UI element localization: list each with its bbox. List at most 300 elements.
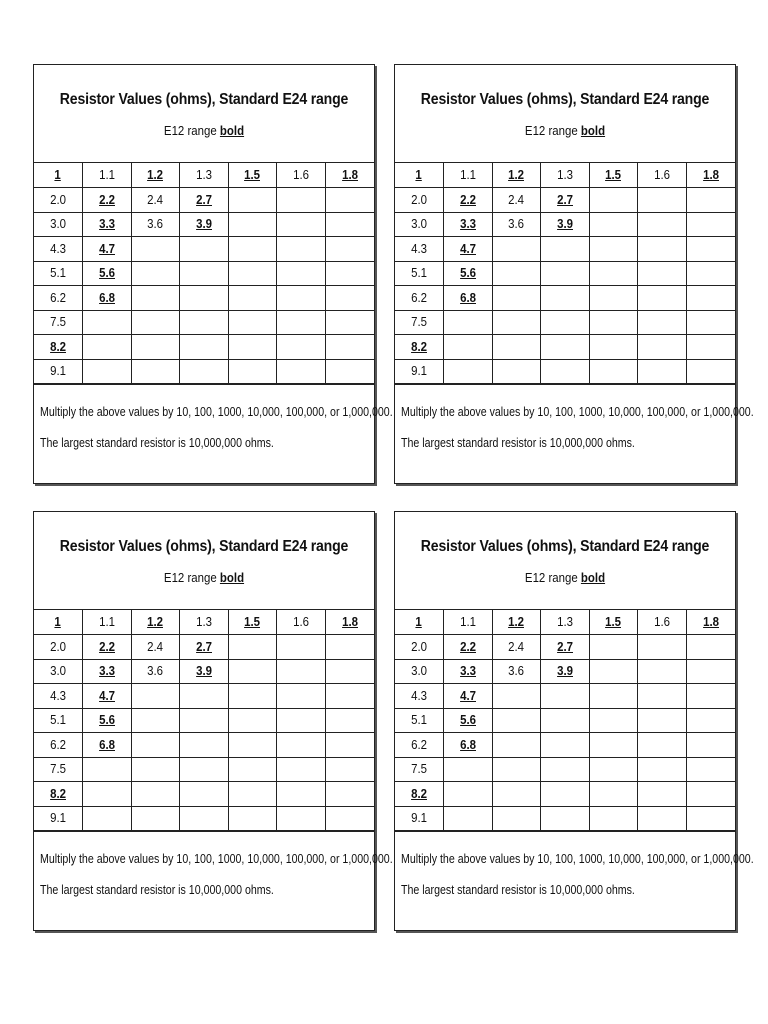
empty-cell (228, 708, 277, 733)
value-cell (131, 635, 180, 660)
resistor-value-table (34, 163, 374, 384)
card-header (395, 512, 735, 610)
empty-cell (638, 782, 687, 807)
empty-cell (83, 806, 132, 831)
cell-value: 1.1 (98, 614, 115, 629)
cell-value: 6.2 (411, 289, 427, 305)
empty-cell (541, 335, 590, 360)
empty-cell (228, 684, 277, 709)
cell-value: 1.5 (244, 614, 261, 629)
cell-value: 1.8 (341, 614, 358, 629)
subtitle-bold-word: bold (580, 123, 606, 138)
cell-value: 8.2 (50, 785, 66, 801)
cell-value: 3.0 (50, 663, 66, 679)
value-cell (34, 310, 83, 335)
value-cell (589, 163, 638, 188)
value-cell (541, 635, 590, 660)
empty-cell (492, 684, 541, 709)
cell-value: 3.6 (508, 663, 525, 679)
cell-value: 5.6 (459, 712, 476, 728)
cell-value: 1 (415, 614, 423, 629)
empty-cell (131, 261, 180, 286)
table-row (395, 359, 735, 384)
empty-cell (228, 212, 277, 237)
empty-cell (228, 659, 277, 684)
empty-cell (277, 757, 326, 782)
cell-value: 1.6 (293, 614, 310, 629)
subtitle-bold-word: bold (219, 123, 245, 138)
empty-cell (131, 806, 180, 831)
empty-cell (228, 359, 277, 384)
cell-value: 4.3 (50, 687, 66, 703)
cell-value: 7.5 (50, 314, 66, 330)
cell-value: 8.2 (411, 785, 427, 801)
empty-cell (228, 286, 277, 311)
empty-cell (686, 261, 735, 286)
value-cell (34, 635, 83, 660)
empty-cell (541, 310, 590, 335)
empty-cell (325, 286, 374, 311)
cell-value: 4.3 (50, 240, 66, 256)
empty-cell (638, 733, 687, 758)
cell-value: 1.3 (196, 614, 212, 629)
card-title: Resistor Values (ohms), Standard E24 range (420, 538, 710, 555)
cell-value: 3.9 (196, 663, 212, 679)
empty-cell (492, 806, 541, 831)
cell-value: 2.4 (147, 191, 164, 207)
value-cell (444, 261, 493, 286)
value-cell (83, 286, 132, 311)
table-row (395, 610, 735, 635)
table-row (395, 635, 735, 660)
empty-cell (444, 359, 493, 384)
value-cell (180, 610, 229, 635)
cell-value: 5.6 (98, 712, 115, 728)
empty-cell (228, 310, 277, 335)
card-footer (395, 831, 754, 897)
empty-cell (638, 659, 687, 684)
empty-cell (444, 310, 493, 335)
empty-cell (444, 806, 493, 831)
subtitle-text: E12 range (163, 570, 217, 585)
cell-value: 1.1 (459, 167, 476, 182)
cell-value: 1.2 (508, 167, 525, 182)
empty-cell (589, 335, 638, 360)
empty-cell (180, 335, 229, 360)
cell-value: 5.1 (50, 265, 66, 281)
empty-cell (638, 286, 687, 311)
value-cell (325, 163, 374, 188)
empty-cell (492, 708, 541, 733)
value-cell (444, 635, 493, 660)
cell-value: 3.3 (98, 663, 115, 679)
table-row (395, 708, 735, 733)
value-cell (34, 684, 83, 709)
table-row (395, 310, 735, 335)
value-cell (34, 188, 83, 213)
empty-cell (180, 806, 229, 831)
value-cell (83, 163, 132, 188)
empty-cell (589, 733, 638, 758)
cell-value: 9.1 (411, 363, 427, 379)
empty-cell (228, 261, 277, 286)
empty-cell (228, 806, 277, 831)
empty-cell (541, 806, 590, 831)
empty-cell (180, 286, 229, 311)
empty-cell (325, 708, 374, 733)
value-cell (395, 335, 444, 360)
empty-cell (180, 782, 229, 807)
value-cell (492, 659, 541, 684)
value-cell (131, 188, 180, 213)
empty-cell (277, 733, 326, 758)
empty-cell (541, 237, 590, 262)
empty-cell (589, 310, 638, 335)
cell-value: 2.2 (98, 191, 115, 207)
subtitle-text: E12 range (163, 123, 217, 138)
value-cell (83, 237, 132, 262)
value-cell (228, 610, 277, 635)
table-row (34, 806, 374, 831)
value-cell (638, 610, 687, 635)
value-cell (83, 733, 132, 758)
table-row (34, 610, 374, 635)
value-cell (492, 163, 541, 188)
empty-cell (686, 212, 735, 237)
footer-largest-note: The largest standard resistor is 10,000,000 ohms. (40, 436, 274, 450)
cell-value: 1.3 (196, 167, 212, 182)
value-cell (131, 163, 180, 188)
value-cell (83, 188, 132, 213)
value-cell (395, 261, 444, 286)
empty-cell (589, 212, 638, 237)
empty-cell (492, 359, 541, 384)
cell-value: 1.5 (244, 167, 261, 182)
empty-cell (131, 757, 180, 782)
value-cell (444, 659, 493, 684)
value-cell (395, 212, 444, 237)
value-cell (395, 782, 444, 807)
empty-cell (83, 310, 132, 335)
value-cell (589, 610, 638, 635)
empty-cell (180, 310, 229, 335)
empty-cell (638, 335, 687, 360)
table-row (395, 659, 735, 684)
empty-cell (131, 310, 180, 335)
cell-value: 2.7 (557, 191, 573, 207)
empty-cell (180, 359, 229, 384)
card-subtitle (415, 123, 714, 138)
cell-value: 2.4 (508, 191, 525, 207)
cell-value: 1.5 (605, 167, 622, 182)
value-cell (34, 782, 83, 807)
value-cell (34, 806, 83, 831)
value-cell (131, 610, 180, 635)
empty-cell (541, 708, 590, 733)
empty-cell (686, 335, 735, 360)
cell-value: 3.6 (147, 663, 164, 679)
card-header (395, 65, 735, 163)
value-cell (444, 188, 493, 213)
empty-cell (131, 708, 180, 733)
empty-cell (686, 359, 735, 384)
cell-value: 3.3 (98, 216, 115, 232)
value-cell (325, 610, 374, 635)
table-row (395, 757, 735, 782)
resistor-card (394, 64, 754, 484)
value-cell (541, 659, 590, 684)
subtitle-text: E12 range (524, 570, 578, 585)
empty-cell (277, 635, 326, 660)
empty-cell (492, 782, 541, 807)
cell-value: 6.2 (50, 289, 66, 305)
empty-cell (589, 359, 638, 384)
cell-value: 8.2 (411, 338, 427, 354)
empty-cell (638, 188, 687, 213)
resistor-value-table (34, 610, 374, 831)
table-row (34, 359, 374, 384)
footer-multiply-note: Multiply the above values by 10, 100, 1000, 10,000, 100,000, or 1,000,000. (40, 405, 393, 419)
resistor-value-table (395, 163, 735, 384)
cell-value: 4.3 (411, 687, 427, 703)
table-row (34, 635, 374, 660)
empty-cell (541, 684, 590, 709)
empty-cell (325, 733, 374, 758)
table-row (34, 708, 374, 733)
value-cell (686, 610, 735, 635)
value-cell (444, 212, 493, 237)
card-title: Resistor Values (ohms), Standard E24 range (59, 538, 349, 555)
empty-cell (325, 237, 374, 262)
footer-largest-note: The largest standard resistor is 10,000,000 ohms. (40, 883, 274, 897)
empty-cell (277, 659, 326, 684)
empty-cell (444, 782, 493, 807)
value-cell (395, 757, 444, 782)
cell-value: 3.9 (196, 216, 212, 232)
table-row (395, 163, 735, 188)
empty-cell (131, 286, 180, 311)
empty-cell (638, 310, 687, 335)
value-cell (34, 708, 83, 733)
subtitle-bold-word: bold (580, 570, 606, 585)
value-cell (83, 708, 132, 733)
value-cell (34, 237, 83, 262)
empty-cell (228, 782, 277, 807)
cell-value: 1 (54, 167, 62, 182)
cell-value: 5.1 (50, 712, 66, 728)
empty-cell (180, 261, 229, 286)
empty-cell (589, 806, 638, 831)
value-cell (83, 684, 132, 709)
table-row (34, 335, 374, 360)
cell-value: 2.4 (147, 638, 164, 654)
empty-cell (686, 708, 735, 733)
empty-cell (589, 261, 638, 286)
value-cell (34, 610, 83, 635)
cell-value: 9.1 (411, 810, 427, 826)
card-footer (34, 831, 393, 897)
value-cell (395, 659, 444, 684)
empty-cell (686, 310, 735, 335)
cell-value: 2.2 (98, 638, 115, 654)
empty-cell (541, 733, 590, 758)
value-cell (395, 708, 444, 733)
empty-cell (492, 757, 541, 782)
resistor-card (33, 511, 393, 931)
value-cell (444, 733, 493, 758)
cell-value: 4.7 (459, 240, 476, 256)
value-cell (34, 659, 83, 684)
value-cell (444, 684, 493, 709)
empty-cell (325, 261, 374, 286)
cell-value: 4.7 (459, 687, 476, 703)
card-footer (395, 384, 754, 450)
cell-value: 1.6 (654, 167, 671, 182)
empty-cell (638, 806, 687, 831)
cell-value: 6.2 (50, 736, 66, 752)
empty-cell (589, 286, 638, 311)
cell-value: 1.2 (147, 167, 164, 182)
table-row (34, 286, 374, 311)
cell-value: 3.0 (411, 663, 427, 679)
empty-cell (83, 757, 132, 782)
value-cell (180, 659, 229, 684)
value-cell (395, 610, 444, 635)
empty-cell (228, 335, 277, 360)
value-cell (492, 610, 541, 635)
value-cell (395, 359, 444, 384)
empty-cell (180, 757, 229, 782)
value-cell (492, 188, 541, 213)
cell-value: 1.6 (654, 614, 671, 629)
empty-cell (686, 806, 735, 831)
value-cell (34, 212, 83, 237)
resistor-card (33, 64, 393, 484)
empty-cell (638, 359, 687, 384)
empty-cell (180, 708, 229, 733)
empty-cell (325, 212, 374, 237)
value-cell (492, 635, 541, 660)
table-row (34, 237, 374, 262)
value-cell (180, 163, 229, 188)
empty-cell (325, 359, 374, 384)
card-header (34, 512, 374, 610)
empty-cell (638, 757, 687, 782)
value-cell (541, 212, 590, 237)
cell-value: 2.4 (508, 638, 525, 654)
empty-cell (686, 635, 735, 660)
empty-cell (131, 782, 180, 807)
value-cell (180, 212, 229, 237)
value-cell (34, 359, 83, 384)
empty-cell (638, 212, 687, 237)
empty-cell (638, 708, 687, 733)
value-cell (444, 237, 493, 262)
value-cell (395, 163, 444, 188)
value-cell (83, 635, 132, 660)
empty-cell (589, 188, 638, 213)
cell-value: 5.6 (98, 265, 115, 281)
table-row (395, 733, 735, 758)
value-cell (541, 188, 590, 213)
cell-value: 7.5 (50, 761, 66, 777)
value-cell (228, 163, 277, 188)
table-row (395, 212, 735, 237)
cell-value: 1.6 (293, 167, 310, 182)
cell-value: 3.3 (459, 216, 476, 232)
cell-value: 7.5 (411, 761, 427, 777)
empty-cell (686, 659, 735, 684)
empty-cell (541, 359, 590, 384)
cell-value: 1 (415, 167, 423, 182)
empty-cell (277, 806, 326, 831)
empty-cell (228, 188, 277, 213)
cell-value: 1.5 (605, 614, 622, 629)
empty-cell (277, 212, 326, 237)
value-cell (395, 310, 444, 335)
value-cell (541, 163, 590, 188)
table-row (395, 684, 735, 709)
table-row (34, 757, 374, 782)
empty-cell (131, 733, 180, 758)
empty-cell (589, 757, 638, 782)
value-cell (444, 286, 493, 311)
empty-cell (325, 310, 374, 335)
empty-cell (686, 733, 735, 758)
empty-cell (277, 684, 326, 709)
empty-cell (541, 782, 590, 807)
empty-cell (638, 635, 687, 660)
cell-value: 3.0 (50, 216, 66, 232)
cell-value: 1.8 (702, 167, 719, 182)
value-cell (541, 610, 590, 635)
empty-cell (589, 684, 638, 709)
card-subtitle (54, 123, 353, 138)
subtitle-text: E12 range (524, 123, 578, 138)
table-row (395, 286, 735, 311)
value-cell (83, 659, 132, 684)
value-cell (34, 757, 83, 782)
empty-cell (277, 188, 326, 213)
cell-value: 1.1 (459, 614, 476, 629)
value-cell (395, 188, 444, 213)
empty-cell (686, 188, 735, 213)
value-cell (395, 237, 444, 262)
cell-value: 3.3 (459, 663, 476, 679)
empty-cell (325, 806, 374, 831)
value-cell (34, 261, 83, 286)
cell-value: 1 (54, 614, 62, 629)
cell-value: 6.8 (98, 736, 115, 752)
cell-value: 6.2 (411, 736, 427, 752)
empty-cell (444, 335, 493, 360)
card-subtitle (415, 570, 714, 585)
value-cell (131, 659, 180, 684)
cell-value: 4.7 (98, 240, 115, 256)
empty-cell (686, 286, 735, 311)
empty-cell (492, 310, 541, 335)
card-header (34, 65, 374, 163)
table-row (34, 733, 374, 758)
cell-value: 1.8 (702, 614, 719, 629)
cell-value: 1.1 (98, 167, 115, 182)
empty-cell (180, 237, 229, 262)
value-cell (34, 335, 83, 360)
table-row (34, 310, 374, 335)
cell-value: 1.8 (341, 167, 358, 182)
table-row (34, 188, 374, 213)
cell-value: 3.0 (411, 216, 427, 232)
